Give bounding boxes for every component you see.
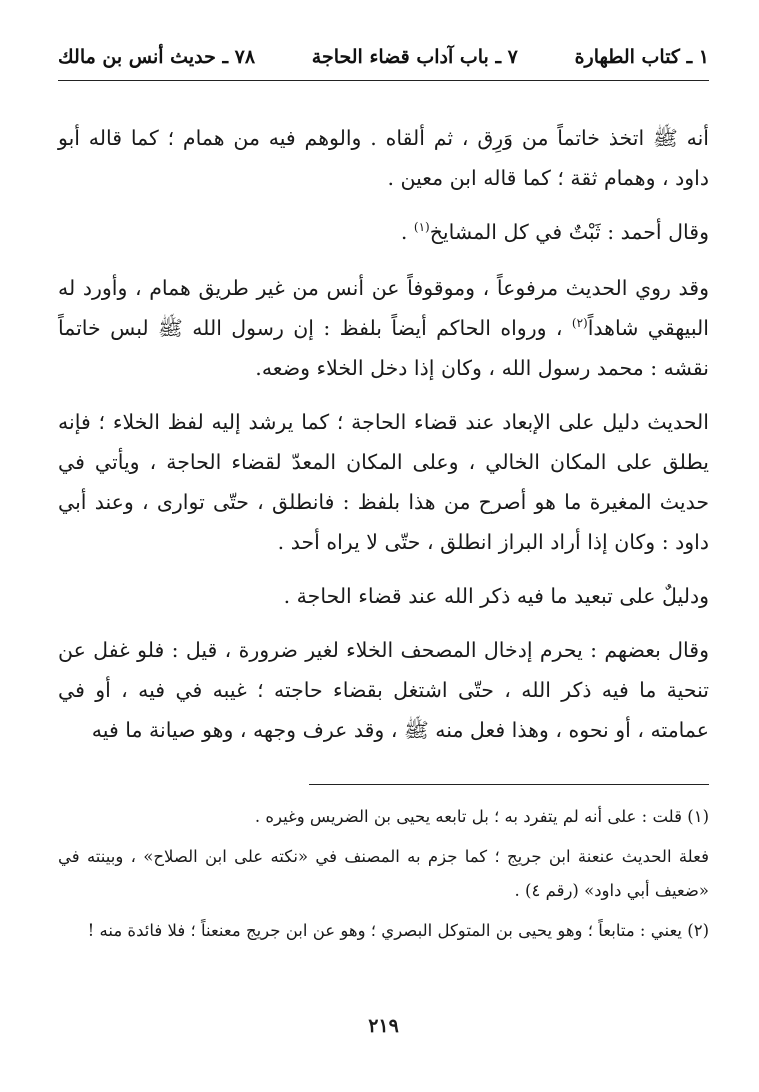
page-number: ٢١٩: [368, 1015, 399, 1037]
footnote-2: (٢) يعني : متابعاً ؛ وهو يحيى بن المتوكل البصري ؛ وهو عن ابن جريج معنعناً ؛ فلا فائدة منه !: [87, 921, 709, 940]
footnotes: [58, 800, 709, 954]
paragraph-2: [58, 212, 709, 252]
header-book-title: ١ ـ كتاب الطهارة: [574, 46, 709, 68]
paragraph-2-text: وقال أحمد : ثَبْتٌ في كل المشايخ: [429, 220, 709, 244]
footnote-1-continued: فعلة الحديث عنعنة ابن جريج ؛ كما جزم به المصنف في «نكته على ابن الصلاح» ، وبينته في «ضعيف أبي داود» (رقم ٤) .: [58, 847, 709, 900]
main-text: [58, 118, 709, 764]
paragraph-5: ودليلٌ على تبعيد ما فيه ذكر الله عند قضاء الحاجة .: [283, 584, 709, 608]
footnote-rule: [309, 784, 709, 785]
running-header: [58, 40, 709, 74]
paragraph-3-rest: ، ورواه الحاكم أيضاً بلفظ : إن رسول الله ﷺ لبس خاتماً نقشه : محمد رسول الله ، وكان إذا دخل الخلاء وضعه.: [58, 316, 709, 380]
paragraph-3: [58, 268, 709, 388]
paragraph-3-text: وقد روي الحديث مرفوعاً ، وموقوفاً عن أنس من غير طريق همام ، وأورد له البيهقي شاهداً: [58, 276, 709, 340]
header-hadith-title: ٧٨ ـ حديث أنس بن مالك: [58, 46, 256, 68]
paragraph-2-end: .: [400, 220, 414, 244]
paragraph-4: الحديث دليل على الإبعاد عند قضاء الحاجة ؛ كما يرشد إليه لفظ الخلاء ؛ فإنه يطلق على المكان الخالي ، وعلى المكان المعدّ لقضاء الحاجة ، ويأتي في حديث المغيرة ما هو أصرح من هذا بلفظ : فانطلق ، حتّى توارى ، وعند أبي داود : وكان إذا أراد البراز انطلق ، حتّى لا يراه أحد .: [58, 410, 709, 554]
paragraph-6: وقال بعضهم : يحرم إدخال المصحف الخلاء لغير ضرورة ، قيل : فلو غفل عن تنحية ما فيه ذكر الله ، حتّى اشتغل بقضاء حاجته ؛ غيبه في فيه ، أو في عمامته ، أو نحوه ، وهذا فعل منه ﷺ ، وقد عرف وجهه ، وهو صيانة ما فيه: [58, 638, 709, 742]
paragraph-1: أنه ﷺ اتخذ خاتماً من وَرِق ، ثم ألقاه . والوهم فيه من همام ؛ كما قاله أبو داود ، وهمام ثقة ؛ كما قاله ابن معين .: [58, 126, 709, 190]
book-page: [58, 0, 709, 1092]
footnote-ref-1: (١): [413, 220, 430, 235]
header-rule: [58, 80, 709, 81]
footnote-1: (١) قلت : على أنه لم يتفرد به ؛ بل تابعه يحيى بن الضريس وغيره .: [254, 807, 709, 826]
header-chapter-title: ٧ ـ باب آداب قضاء الحاجة: [311, 46, 518, 68]
footnote-ref-2: (٢): [571, 316, 588, 331]
